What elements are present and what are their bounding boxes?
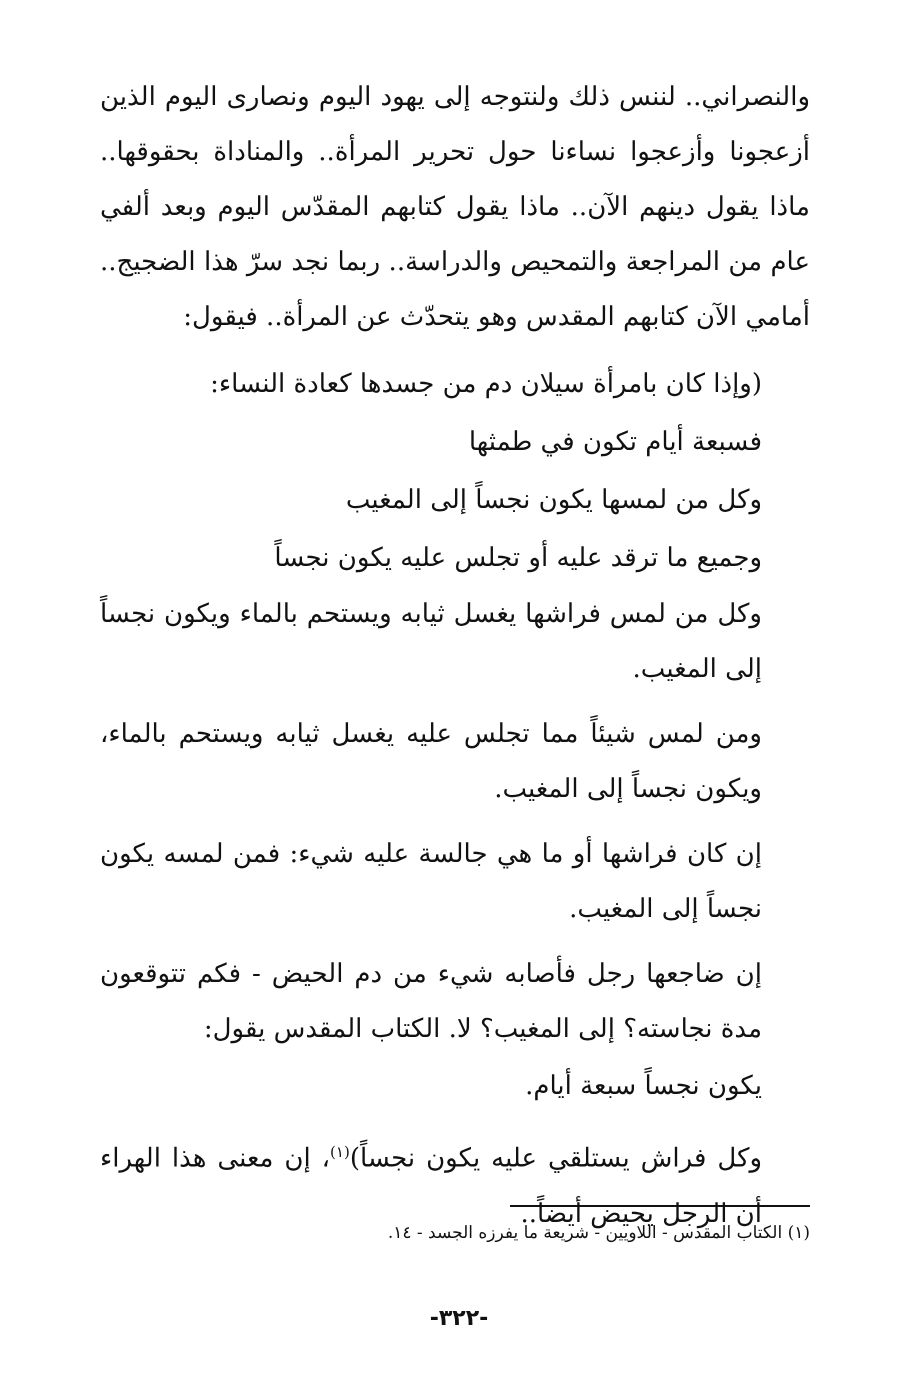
quote-line: (وإذا كان بامرأة سيلان دم من جسدها كعادة النساء:	[210, 369, 762, 399]
footnote-reference: (١)	[330, 1143, 350, 1161]
closing-text-b: ، إن معنى هذا الهراء أن الرجل يحيض أيضاً..	[100, 1143, 762, 1229]
quote-paragraph: وكل من لمس فراشها يغسل ثيابه ويستحم بالماء ويكون نجساً إلى المغيب.	[100, 599, 762, 684]
intro-paragraph: والنصراني.. لننس ذلك ولنتوجه إلى يهود اليوم ونصارى اليوم الذين أزعجونا وأزعجوا نساءنا حول تحرير المرأة.. والمناداة بحقوقها.. ماذا يقول دينهم الآن.. ماذا يقول كتابهم المقدّس اليوم وبعد ألفي عام من المراجعة والتمحيص والدراسة.. ربما نجد سرّ هذا الضجيج.. أمامي الآن كتابهم المقدس وهو يتحدّث عن المرأة.. فيقول:	[100, 82, 810, 332]
quote-paragraph: إن كان فراشها أو ما هي جالسة عليه شيء: فمن لمسه يكون نجساً إلى المغيب.	[100, 839, 762, 924]
footnote-divider	[510, 1205, 810, 1207]
closing-text-a: وكل فراش يستلقي عليه يكون نجساً)	[349, 1143, 762, 1174]
footnote: (١) الكتاب المقدس - اللاويين - شريعة ما يفرزه الجسد - ١٤.	[387, 1223, 810, 1243]
commentary-paragraph: إن ضاجعها رجل فأصابه شيء من دم الحيض - فكم تتوقعون مدة نجاسته؟ إلى المغيب؟ لا. الكتاب المقدس يقول:	[100, 959, 762, 1044]
quote-line: يكون نجساً سبعة أيام.	[525, 1071, 762, 1101]
quote-paragraph: ومن لمس شيئاً مما تجلس عليه يغسل ثيابه ويستحم بالماء، ويكون نجساً إلى المغيب.	[100, 719, 762, 804]
page-number: -٣٢٢-	[429, 1306, 489, 1331]
quote-line: فسبعة أيام تكون في طمثها	[468, 427, 762, 457]
quote-line: وكل من لمسها يكون نجساً إلى المغيب	[345, 485, 762, 515]
page-body	[100, 70, 810, 1242]
quote-line: وجميع ما ترقد عليه أو تجلس عليه يكون نجساً	[274, 543, 762, 573]
